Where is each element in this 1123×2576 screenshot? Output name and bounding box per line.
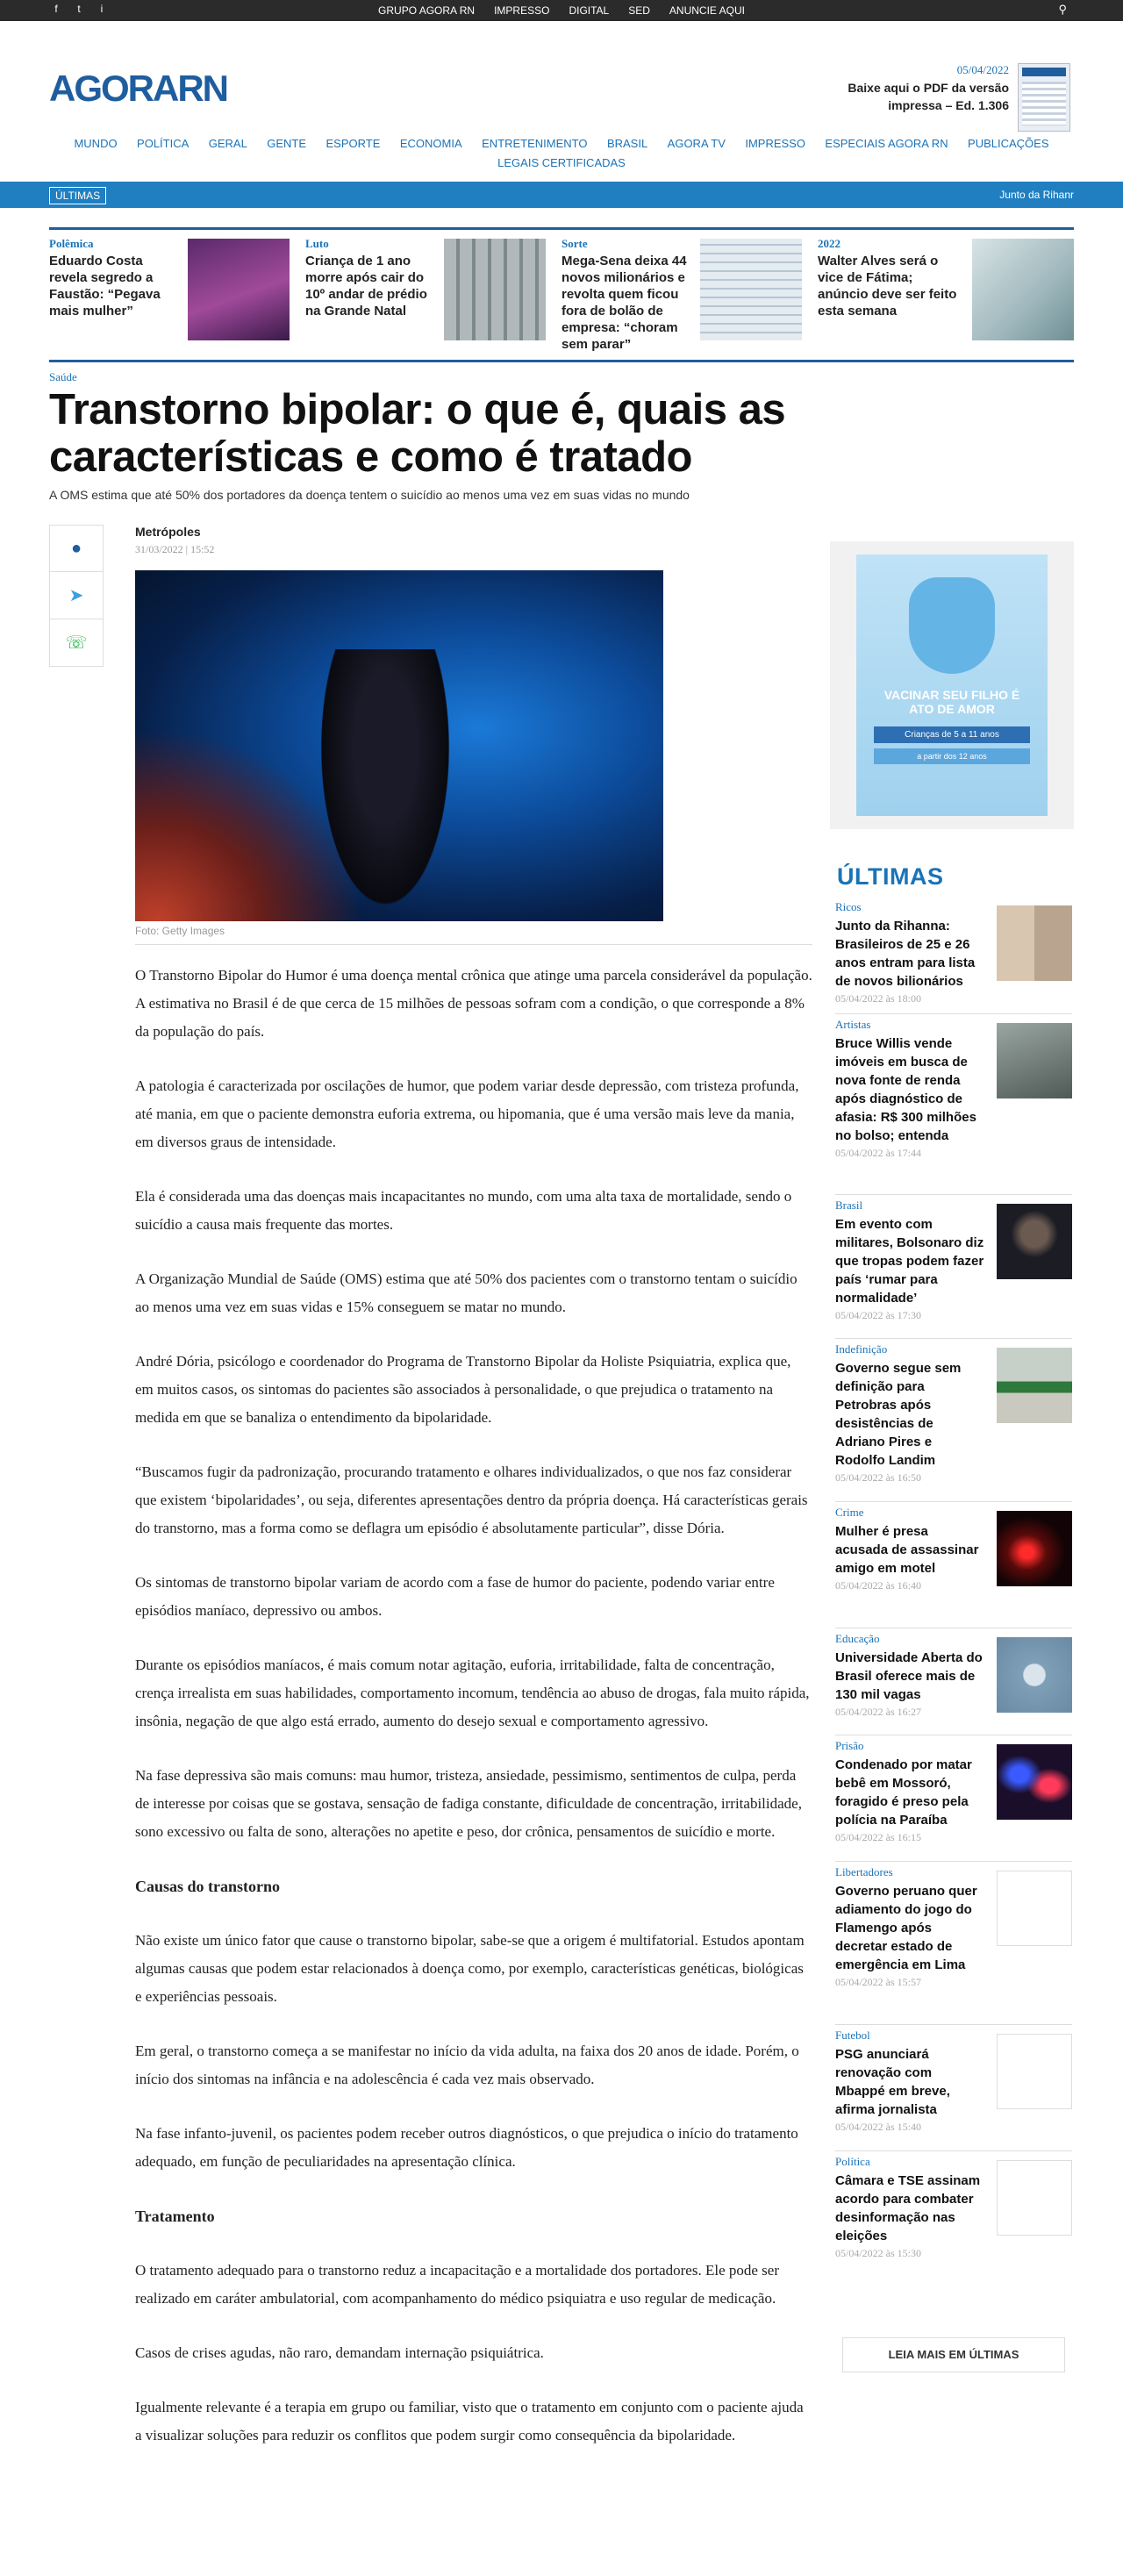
featured-image[interactable] (444, 239, 546, 340)
item-title[interactable]: Condenado por matar bebê em Mossoró, foragido é preso pela polícia na Paraíba (835, 1757, 972, 1828)
list-item[interactable] (835, 1502, 1072, 1628)
top-link-digital[interactable]: DIGITAL (569, 4, 610, 17)
item-thumbnail[interactable] (997, 2034, 1072, 2109)
item-title[interactable]: Câmara e TSE assinam acordo para combater desinformação nas eleições (835, 2173, 981, 2243)
nav-politica[interactable]: POLÍTICA (137, 137, 190, 150)
featured-title[interactable]: Eduardo Costa revela segredo a Faustão: “Pegava mais mulher” (49, 254, 161, 318)
article-body (135, 962, 812, 2476)
item-thumbnail[interactable] (997, 1348, 1072, 1423)
item-time: 05/04/2022 às 15:40 (835, 2121, 921, 2133)
subheading-tratamento: Tratamento (135, 2207, 215, 2225)
nav-entretenimento[interactable]: ENTRETENIMENTO (482, 137, 588, 150)
item-thumbnail[interactable] (997, 1511, 1072, 1586)
top-link-sed[interactable]: SED (628, 4, 650, 17)
article-photo (135, 570, 663, 921)
item-thumbnail[interactable] (997, 1023, 1072, 1098)
featured-title[interactable]: Criança de 1 ano morre após cair do 10º andar de prédio na Grande Natal (305, 254, 427, 318)
item-title[interactable]: PSG anunciará renovação com Mbappé em breve, afirma jornalista (835, 2047, 950, 2117)
article-byline (135, 525, 214, 556)
featured-item[interactable] (562, 230, 818, 360)
article-paragraph: Casos de crises agudas, não raro, demandam internação psiquiátrica. (135, 2344, 544, 2361)
article-paragraph: Na fase infanto-juvenil, os pacientes podem receber outros diagnósticos, o que prejudica o início do tratamento adequado, em função de peculiaridades na apresentação clínica. (135, 2125, 798, 2170)
site-logo[interactable]: AGORARN (49, 68, 227, 109)
list-item[interactable] (835, 1339, 1072, 1502)
facebook-icon[interactable]: f (54, 3, 58, 15)
nav-agora-tv[interactable]: AGORA TV (667, 137, 726, 150)
subheading-causas: Causas do transtorno (135, 1878, 281, 1895)
article-paragraph: Na fase depressiva são mais comuns: mau humor, tristeza, ansiedade, pessimismo, sentimentos de culpa, perda de interesse por coisas que se gostava, sensação de fadiga constante, dificuldade de concentração, irritabilidade, sono excessivo ou falta de sono, alterações no apetite e peso, dor crônica, pensamentos de suicídio e morte. (135, 1767, 802, 1840)
ad-headline-1: VACINAR SEU FILHO É (883, 688, 1020, 702)
item-category: Ricos (835, 900, 862, 913)
list-item[interactable] (835, 2025, 1072, 2151)
item-category: Política (835, 2155, 870, 2168)
item-thumbnail[interactable] (997, 1744, 1072, 1820)
nav-publicacoes[interactable]: PUBLICAÇÕES (968, 137, 1049, 150)
featured-image[interactable] (972, 239, 1074, 340)
item-time: 05/04/2022 às 16:40 (835, 1579, 921, 1592)
social-links (49, 3, 109, 15)
ultimas-title: ÚLTIMAS (837, 863, 944, 890)
article-paragraph: André Dória, psicólogo e coordenador do Programa de Transtorno Bipolar da Holiste Psiquiatria, explica que, em muitos casos, os sintomas do pacientes são associados à personalidade, o que prejudica o tratamento na medida em que se banaliza o entendimento da bipolaridade. (135, 1353, 791, 1426)
article-paragraph: Não existe um único fator que cause o transtorno bipolar, sabe-se que a origem é multifatorial. Estudos apontam algumas causas que podem estar relacionados à doença como, por exemplo, características genéticas, biológicas e experiências pessoais. (135, 1932, 805, 2005)
featured-image[interactable] (700, 239, 802, 340)
article-paragraph: A patologia é caracterizada por oscilações de humor, que podem variar desde depressão, com tristeza profunda, até mania, em que o paciente demonstra euforia extrema, ou hipomania, que é uma versão mais leve da mania, em diversos graus de intensidade. (135, 1077, 799, 1150)
item-time: 05/04/2022 às 15:30 (835, 2247, 921, 2259)
item-thumbnail[interactable] (997, 1204, 1072, 1279)
article-title: Transtorno bipolar: o que é, quais as características e como é tratado (49, 386, 786, 481)
nav-economia[interactable]: ECONOMIA (399, 137, 462, 150)
share-box (49, 525, 104, 667)
item-title[interactable]: Governo peruano quer adiamento do jogo do Flamengo após decretar estado de emergência em Lima (835, 1884, 977, 1972)
author-name: Metrópoles (135, 525, 201, 539)
ultimas-ticker-bar (0, 182, 1123, 208)
photo-credit: Foto: Getty Images (135, 925, 812, 945)
article-paragraph: Os sintomas de transtorno bipolar variam de acordo com a fase de humor do paciente, podendo variar entre episódios maníaco, depressivo ou ambos. (135, 1574, 775, 1619)
vaccine-ad[interactable] (830, 541, 1074, 829)
featured-title[interactable]: Walter Alves será o vice de Fátima; anúncio deve ser feito esta semana (818, 254, 957, 318)
twitter-share-icon[interactable]: ➤ (49, 572, 104, 619)
instagram-icon[interactable]: i (100, 3, 104, 15)
article-paragraph: Igualmente relevante é a terapia em grupo ou familiar, visto que o tratamento em conjunto com o paciente ajuda a visualizar soluções para reduzir os conflitos que podem surgir como consequência da bipolaridade. (135, 2399, 804, 2444)
item-title[interactable]: Bruce Willis vende imóveis em busca de nova fonte de renda após diagnóstico de afasia: R$ 300 milhões no bolso; entenda (835, 1036, 976, 1143)
item-thumbnail[interactable] (997, 1871, 1072, 1946)
item-category: Educação (835, 1632, 880, 1645)
whatsapp-share-icon[interactable]: ☏ (49, 619, 104, 667)
ultimas-tag[interactable]: ÚLTIMAS (49, 187, 106, 204)
item-category: Prisão (835, 1739, 864, 1752)
item-time: 05/04/2022 às 16:50 (835, 1471, 921, 1484)
read-more-button[interactable]: LEIA MAIS EM ÚLTIMAS (842, 2337, 1065, 2372)
item-title[interactable]: Mulher é presa acusada de assassinar amigo em motel (835, 1524, 979, 1576)
article-paragraph: O Transtorno Bipolar do Humor é uma doença mental crônica que atinge uma parcela considerável da população. A estimativa no Brasil é de que cerca de 15 milhões de pessoas sofram com a condição, o que corresponde a 8% da população do país. (135, 967, 812, 1040)
pdf-link[interactable]: Baixe aqui o PDF da versão impressa – Ed. 1.306 (848, 81, 1009, 112)
featured-category: 2022 (818, 237, 840, 250)
list-item[interactable] (835, 1014, 1072, 1195)
item-time: 05/04/2022 às 18:00 (835, 992, 921, 1005)
item-time: 05/04/2022 às 17:44 (835, 1147, 921, 1159)
twitter-icon[interactable]: t (77, 3, 81, 15)
nav-geral[interactable]: GERAL (208, 137, 247, 150)
featured-strip (49, 227, 1074, 362)
featured-title[interactable]: Mega-Sena deixa 44 novos milionários e revolta quem ficou fora de bolão de empresa: “choram sem parar” (562, 254, 687, 352)
item-thumbnail[interactable] (997, 1637, 1072, 1713)
item-thumbnail[interactable] (997, 2160, 1072, 2236)
facebook-share-icon[interactable]: ● (49, 525, 104, 572)
ad-headline-2: ATO DE AMOR (909, 702, 995, 716)
nav-esporte[interactable]: ESPORTE (325, 137, 381, 150)
nav-legais[interactable]: LEGAIS CERTIFICADAS (497, 156, 626, 169)
top-link-impresso[interactable]: IMPRESSO (494, 4, 550, 17)
top-links (378, 4, 745, 17)
article-paragraph: “Buscamos fugir da padronização, procurando tratamento e olhares individualizados, o que nos faz considerar que existem ‘bipolaridades’, ou seja, diferentes apresentações dentro da própria doença. Há características gerais do transtorno, mas a forma como se deflagra um episódio é absolutamente particular”, disse Dória. (135, 1463, 808, 1536)
featured-item[interactable] (49, 230, 305, 360)
article-section[interactable]: Saúde (49, 370, 77, 383)
item-time: 05/04/2022 às 16:27 (835, 1706, 921, 1718)
article-subtitle: A OMS estima que até 50% dos portadores da doença tentem o suicídio ao menos uma vez em suas vidas no mundo (49, 488, 690, 502)
ultimas-list (835, 897, 1072, 2278)
item-category: Indefinição (835, 1342, 888, 1356)
featured-item[interactable] (305, 230, 562, 360)
article-paragraph: Em geral, o transtorno começa a se manifestar no início da vida adulta, na faixa dos 20 anos de idade. Porém, o início dos sintomas na infância e na adolescência é cada vez mais observado. (135, 2043, 799, 2087)
item-category: Futebol (835, 2029, 870, 2042)
item-category: Brasil (835, 1199, 863, 1212)
search-icon[interactable]: ⚲ (1058, 3, 1067, 16)
featured-image[interactable] (188, 239, 290, 340)
article-paragraph: A Organização Mundial de Saúde (OMS) estima que até 50% dos pacientes com o transtorno tentam o suicídio ao menos uma vez em suas vidas e 15% conseguem se matar no mundo. (135, 1270, 798, 1315)
nav-impresso[interactable]: IMPRESSO (745, 137, 805, 150)
article-paragraph: Durante os episódios maníacos, é mais comum notar agitação, euforia, irritabilidade, falta de concentração, crença irrealista em suas habilidades, comportamento incomum, tendência ao abuso de drogas, fala muito rápida, insônia, negação de que algo está errado, aumento do desejo sexual e comportamento agressivo. (135, 1657, 810, 1729)
nav-gente[interactable]: GENTE (267, 137, 307, 150)
featured-item[interactable] (818, 230, 1074, 360)
list-item[interactable] (835, 1628, 1072, 1735)
main-nav (0, 134, 1123, 173)
article-date: 31/03/2022 | 15:52 (135, 543, 215, 555)
newspaper-thumbnail[interactable] (1018, 63, 1070, 132)
item-time: 05/04/2022 às 17:30 (835, 1309, 921, 1321)
item-time: 05/04/2022 às 15:57 (835, 1976, 921, 1988)
site-header (0, 21, 1123, 111)
ad-age-label-2: a partir dos 12 anos (874, 748, 1030, 764)
top-link-grupo[interactable]: GRUPO AGORA RN (378, 4, 476, 17)
item-title[interactable]: Em evento com militares, Bolsonaro diz que tropas podem fazer país ‘rumar para normalidade’ (835, 1217, 984, 1306)
nav-brasil[interactable]: BRASIL (606, 137, 648, 150)
top-link-anuncie[interactable]: ANUNCIE AQUI (669, 4, 745, 17)
item-category: Libertadores (835, 1865, 893, 1878)
list-item[interactable] (835, 2151, 1072, 2278)
article-paragraph: O tratamento adequado para o transtorno reduz a incapacitação e a mortalidade dos portadores. Ele pode ser realizado em caráter ambulatorial, com acompanhamento do médico psiquiatra e uso regular de medicação. (135, 2262, 779, 2307)
pdf-download[interactable] (842, 63, 1070, 132)
item-title[interactable]: Universidade Aberta do Brasil oferece mais de 130 mil vagas (835, 1650, 983, 1702)
ad-age-label: Crianças de 5 a 11 anos (874, 726, 1030, 743)
pdf-date: 05/04/2022 (956, 63, 1009, 76)
nav-mundo[interactable]: MUNDO (74, 137, 118, 150)
list-item[interactable] (835, 1735, 1072, 1862)
list-item[interactable] (835, 1862, 1072, 2025)
featured-category: Sorte (562, 237, 588, 250)
list-item[interactable] (835, 1195, 1072, 1339)
item-time: 05/04/2022 às 16:15 (835, 1831, 921, 1843)
top-bar (0, 0, 1123, 21)
item-category: Crime (835, 1506, 864, 1519)
featured-category: Luto (305, 237, 329, 250)
heart-hands-graphic (909, 577, 995, 674)
list-item[interactable] (835, 897, 1072, 1014)
item-thumbnail[interactable] (997, 905, 1072, 981)
nav-especiais[interactable]: ESPECIAIS AGORA RN (825, 137, 948, 150)
ticker-text[interactable]: Junto da Rihanr (999, 189, 1074, 201)
featured-category: Polêmica (49, 237, 94, 250)
item-title[interactable]: Governo segue sem definição para Petrobras após desistências de Adriano Pires e Rodolfo Landim (835, 1361, 962, 1468)
item-title[interactable]: Junto da Rihanna: Brasileiros de 25 e 26 anos entram para lista de novos bilionários (835, 919, 976, 989)
item-category: Artistas (835, 1018, 871, 1031)
article-paragraph: Ela é considerada uma das doenças mais incapacitantes no mundo, com uma alta taxa de mortalidade, sendo o suicídio a causa mais frequente das mortes. (135, 1188, 792, 1233)
